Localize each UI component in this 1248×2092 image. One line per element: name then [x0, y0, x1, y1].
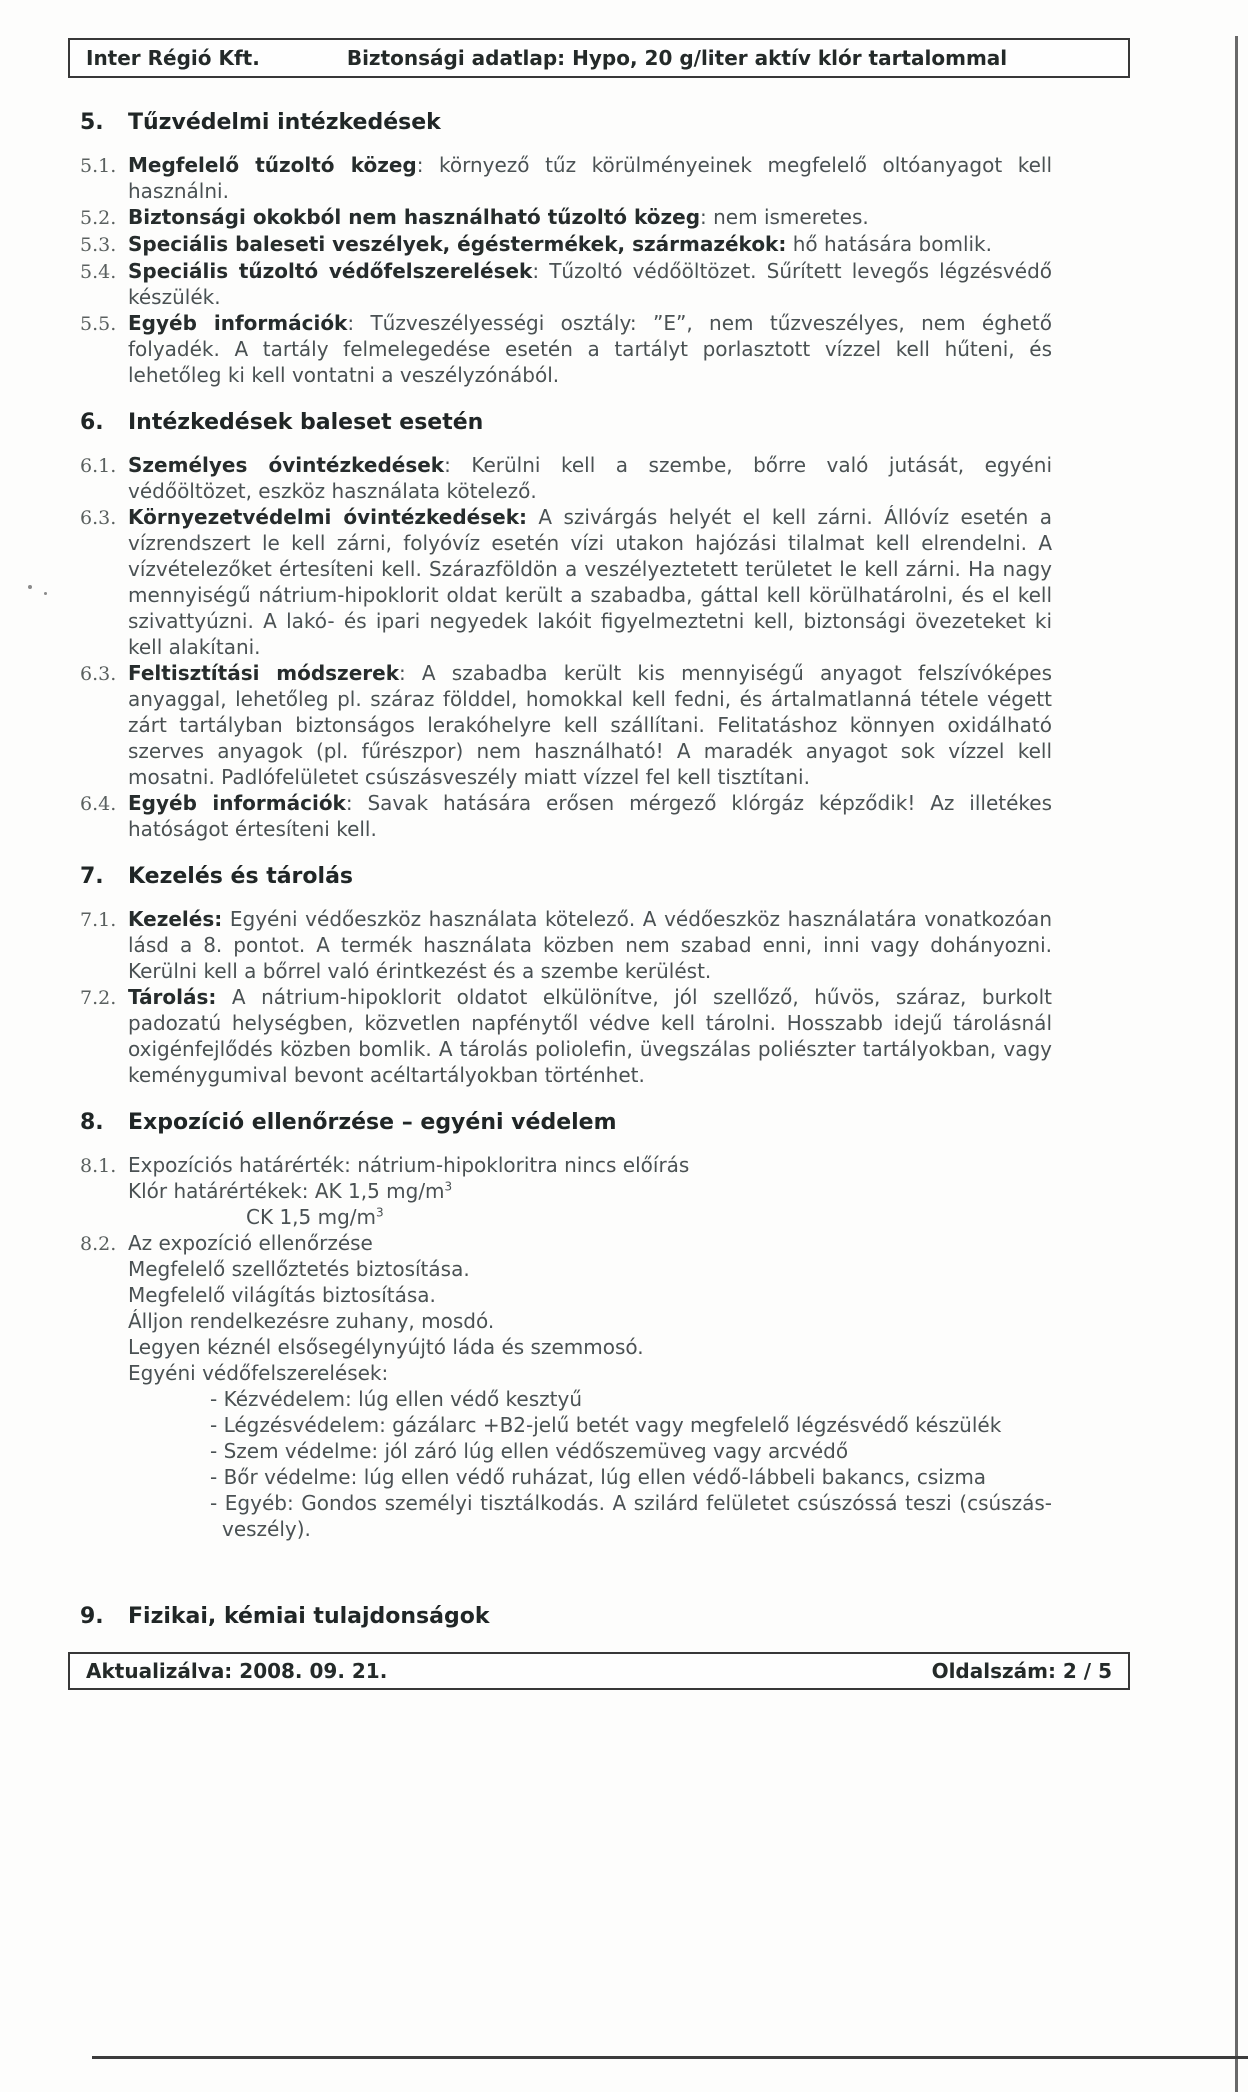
- item-paragraph: [128, 906, 1052, 984]
- item-label: Egyéb információk: [128, 311, 348, 335]
- superscript-3: 3: [376, 1205, 384, 1220]
- item-label: Megfelelő tűzoltó közeg: [128, 153, 417, 177]
- item-6-3-a: [80, 504, 1052, 660]
- item-8-1: [80, 1152, 1052, 1230]
- item-5-4: [80, 258, 1052, 310]
- section-number: 6.: [80, 410, 104, 435]
- item-label: Tárolás:: [128, 985, 217, 1009]
- item-label: Feltisztítási módszerek: [128, 661, 399, 685]
- section-heading: [80, 108, 1052, 138]
- item-number: 5.2.: [80, 207, 117, 229]
- item-text: A szivárgás helyét el kell zárni. Állóvíz esetén a vízrendszert le kell zárni, folyóvíz esetén vízi utakon hajózási tilalmat kell elrendelni. A vízvételezőket értesíteni kell. Szárazföldön a veszélyeztetett területet le kell zárni. Ha nagy mennyiségű nátrium-hipoklorit oldat került a szabadba, gáttal kell körülhatárolni, és el kell szivattyúzni. A lakó- és ipari negyedek lakóit figyelmeztetni kell, biztonsági övezeteket ki kell alakítani.: [128, 505, 1053, 659]
- section-number: 5.: [80, 110, 104, 135]
- item-paragraph: [128, 258, 1052, 310]
- section-title: Tűzvédelmi intézkedések: [128, 110, 441, 135]
- ppe-item-eye: - Szem védelme: jól záró lúg ellen védőszemüveg vagy arcvédő: [210, 1439, 849, 1463]
- ak-text: Klór határértékek: AK 1,5 mg/m: [128, 1179, 445, 1203]
- item-text: : Tűzoltó védőöltözet. Sűrített levegős légzésvédő készülék.: [128, 259, 1053, 309]
- item-5-5: [80, 310, 1052, 388]
- page-footer: [68, 1652, 1130, 1690]
- document-body: [80, 108, 1052, 1652]
- document-title: Biztonsági adatlap: Hypo, 20 g/liter aktív klór tartalommal: [346, 46, 1008, 70]
- scan-edge-vertical-line: [1235, 36, 1238, 2092]
- item-text: : környező tűz körülményeinek megfelelő oltóanyagot kell használni.: [128, 153, 1052, 203]
- section-heading: [80, 1602, 1052, 1632]
- item-label: Egyéb információk: [128, 791, 346, 815]
- item-paragraph: [128, 204, 1052, 231]
- section-title: Kezelés és tárolás: [128, 864, 354, 889]
- control-line: Legyen kéznél elsősegélynyújtó láda és szemmosó.: [128, 1335, 644, 1359]
- ppe-item-other: - Egyéb: Gondos személyi tisztálkodás. A szilárd felületet csúszóssá teszi (csúszás-veszély).: [210, 1491, 1052, 1541]
- item-paragraph: [128, 504, 1052, 660]
- section-7: [80, 862, 1052, 1088]
- section-title: Intézkedések baleset esetén: [128, 410, 484, 435]
- exposure-control: [128, 1230, 1052, 1542]
- scan-speck: [44, 592, 47, 595]
- item-6-3-b: [80, 660, 1052, 790]
- item-text: : Savak hatására erősen mérgező klórgáz képződik! Az illetékes hatóságot értesíteni kell.: [128, 791, 1052, 841]
- item-text: : nem ismeretes.: [700, 205, 869, 229]
- item-text: A nátrium-hipoklorit oldatot elkülönítve, jól szellőző, hűvös, száraz, burkolt padozatú helységben, közvetlen napfénytől védve kell tárolni. Hosszabb idejű tárolásnál oxigénfejlődés közben bomlik. A tárolás poliolefin, üvegszálas poliészter tartályokban, vagy keménygumival bevont acéltartályokban történhet.: [128, 985, 1052, 1087]
- exposure-control-heading: Az expozíció ellenőrzése: [128, 1231, 373, 1255]
- section-number: 9.: [80, 1604, 104, 1629]
- item-label: Kezelés:: [128, 907, 223, 931]
- item-label: Speciális baleseti veszélyek, égéstermékek, származékok:: [128, 232, 787, 256]
- item-number: 5.5.: [80, 313, 117, 335]
- item-number: 8.1.: [80, 1155, 117, 1177]
- item-8-2: [80, 1230, 1052, 1542]
- item-number: 5.3.: [80, 234, 117, 256]
- item-6-4: [80, 790, 1052, 842]
- section-number: 8.: [80, 1110, 104, 1135]
- item-paragraph: [128, 790, 1052, 842]
- section-heading: [80, 862, 1052, 892]
- item-number: 6.3.: [80, 663, 117, 685]
- item-label: Biztonsági okokból nem használható tűzoltó közeg: [128, 205, 701, 229]
- item-text: Egyéni védőeszköz használata kötelező. A védőeszköz használatára vonatkozóan lásd a 8. pontot. A termék használata közben nem szabad enni, inni vagy dohányozni. Kerülni kell a bőrrel való érintkezést és a szembe kerülést.: [128, 907, 1052, 983]
- control-line: Álljon rendelkezésre zuhany, mosdó.: [128, 1309, 495, 1333]
- control-line: Megfelelő világítás biztosítása.: [128, 1283, 436, 1307]
- control-line: Megfelelő szellőztetés biztosítása.: [128, 1257, 470, 1281]
- item-paragraph: [128, 452, 1052, 504]
- item-label: Környezetvédelmi óvintézkedések:: [128, 505, 528, 529]
- ppe-item-skin: - Bőr védelme: lúg ellen védő ruházat, lúg ellen védő-lábbeli bakancs, csizma: [210, 1465, 987, 1489]
- item-6-1: [80, 452, 1052, 504]
- item-text: : A szabadba került kis mennyiségű anyagot felszívóképes anyaggal, lehetőleg pl. száraz földdel, homokkal kell fedni, és ártalmatlanná tétele végett zárt tartályban biztonságos lerakóhelyre kell szállítani. Felitatáshoz könnyen oxidálható szerves anyagok (pl. fűrészpor) nem használható! A maradék anyagot sok vízzel kell mosatni. Padlófelületet csúszásveszély miatt vízzel fel kell tisztítani.: [128, 661, 1052, 789]
- item-paragraph: [128, 231, 1052, 258]
- item-text: : Tűzveszélyességi osztály: ”E”, nem tűzveszélyes, nem éghető folyadék. A tartály felmelegedése esetén a tartályt porlasztott vízzel kell hűteni, és lehetőleg ki kell vontatni a veszélyzónából.: [128, 311, 1052, 387]
- item-text: hő hatására bomlik.: [786, 232, 992, 256]
- chlorine-limit-ck: [128, 1204, 1052, 1230]
- exposure-limits: [128, 1152, 1052, 1230]
- item-7-1: [80, 906, 1052, 984]
- item-5-3: [80, 231, 1052, 258]
- section-6: [80, 408, 1052, 842]
- section-8: [80, 1108, 1052, 1542]
- superscript-3: 3: [444, 1179, 453, 1194]
- page-header: [68, 38, 1130, 78]
- item-label: Személyes óvintézkedések: [128, 453, 445, 477]
- ppe-item-respiratory: - Légzésvédelem: gázálarc +B2-jelű betét vagy megfelelő légzésvédő készülék: [210, 1413, 1002, 1437]
- item-paragraph: [128, 310, 1052, 388]
- item-number: 5.4.: [80, 261, 117, 283]
- exposure-limit-line: Expozíciós határérték: nátrium-hipokloritra nincs előírás: [128, 1153, 690, 1177]
- item-number: 5.1.: [80, 155, 117, 177]
- section-9: [80, 1602, 1052, 1632]
- item-label: Speciális tűzoltó védőfelszerelések: [128, 259, 533, 283]
- item-number: 7.2.: [80, 987, 117, 1009]
- item-text: : Kerülni kell a szembe, bőrre való jutását, egyéni védőöltözet, eszköz használata kötelező.: [128, 453, 1052, 503]
- scan-speck: [28, 585, 32, 589]
- item-paragraph: [128, 984, 1052, 1088]
- item-5-1: [80, 152, 1052, 204]
- section-heading: [80, 1108, 1052, 1138]
- company-name: Inter Régió Kft.: [86, 46, 260, 70]
- section-title: Fizikai, kémiai tulajdonságok: [128, 1604, 490, 1629]
- item-number: 6.1.: [80, 455, 117, 477]
- ppe-item-hand: - Kézvédelem: lúg ellen védő kesztyű: [210, 1387, 582, 1411]
- section-5: [80, 108, 1052, 388]
- section-number: 7.: [80, 864, 104, 889]
- item-number: 8.2.: [80, 1233, 117, 1255]
- item-number: 6.3.: [80, 507, 117, 529]
- chlorine-limit-ak: [128, 1178, 1052, 1204]
- item-number: 6.4.: [80, 793, 117, 815]
- section-heading: [80, 408, 1052, 438]
- item-7-2: [80, 984, 1052, 1088]
- item-paragraph: [128, 152, 1052, 204]
- scan-edge-horizontal-line: [92, 2056, 1248, 2059]
- ck-text: CK 1,5 mg/m: [246, 1205, 376, 1229]
- updated-date: Aktualizálva: 2008. 09. 21.: [86, 1659, 388, 1683]
- item-number: 7.1.: [80, 909, 117, 931]
- control-line: Egyéni védőfelszerelések:: [128, 1361, 389, 1385]
- section-title: Expozíció ellenőrzése – egyéni védelem: [128, 1110, 617, 1135]
- item-5-2: [80, 204, 1052, 231]
- page-number: Oldalszám: 2 / 5: [931, 1659, 1112, 1683]
- item-paragraph: [128, 660, 1052, 790]
